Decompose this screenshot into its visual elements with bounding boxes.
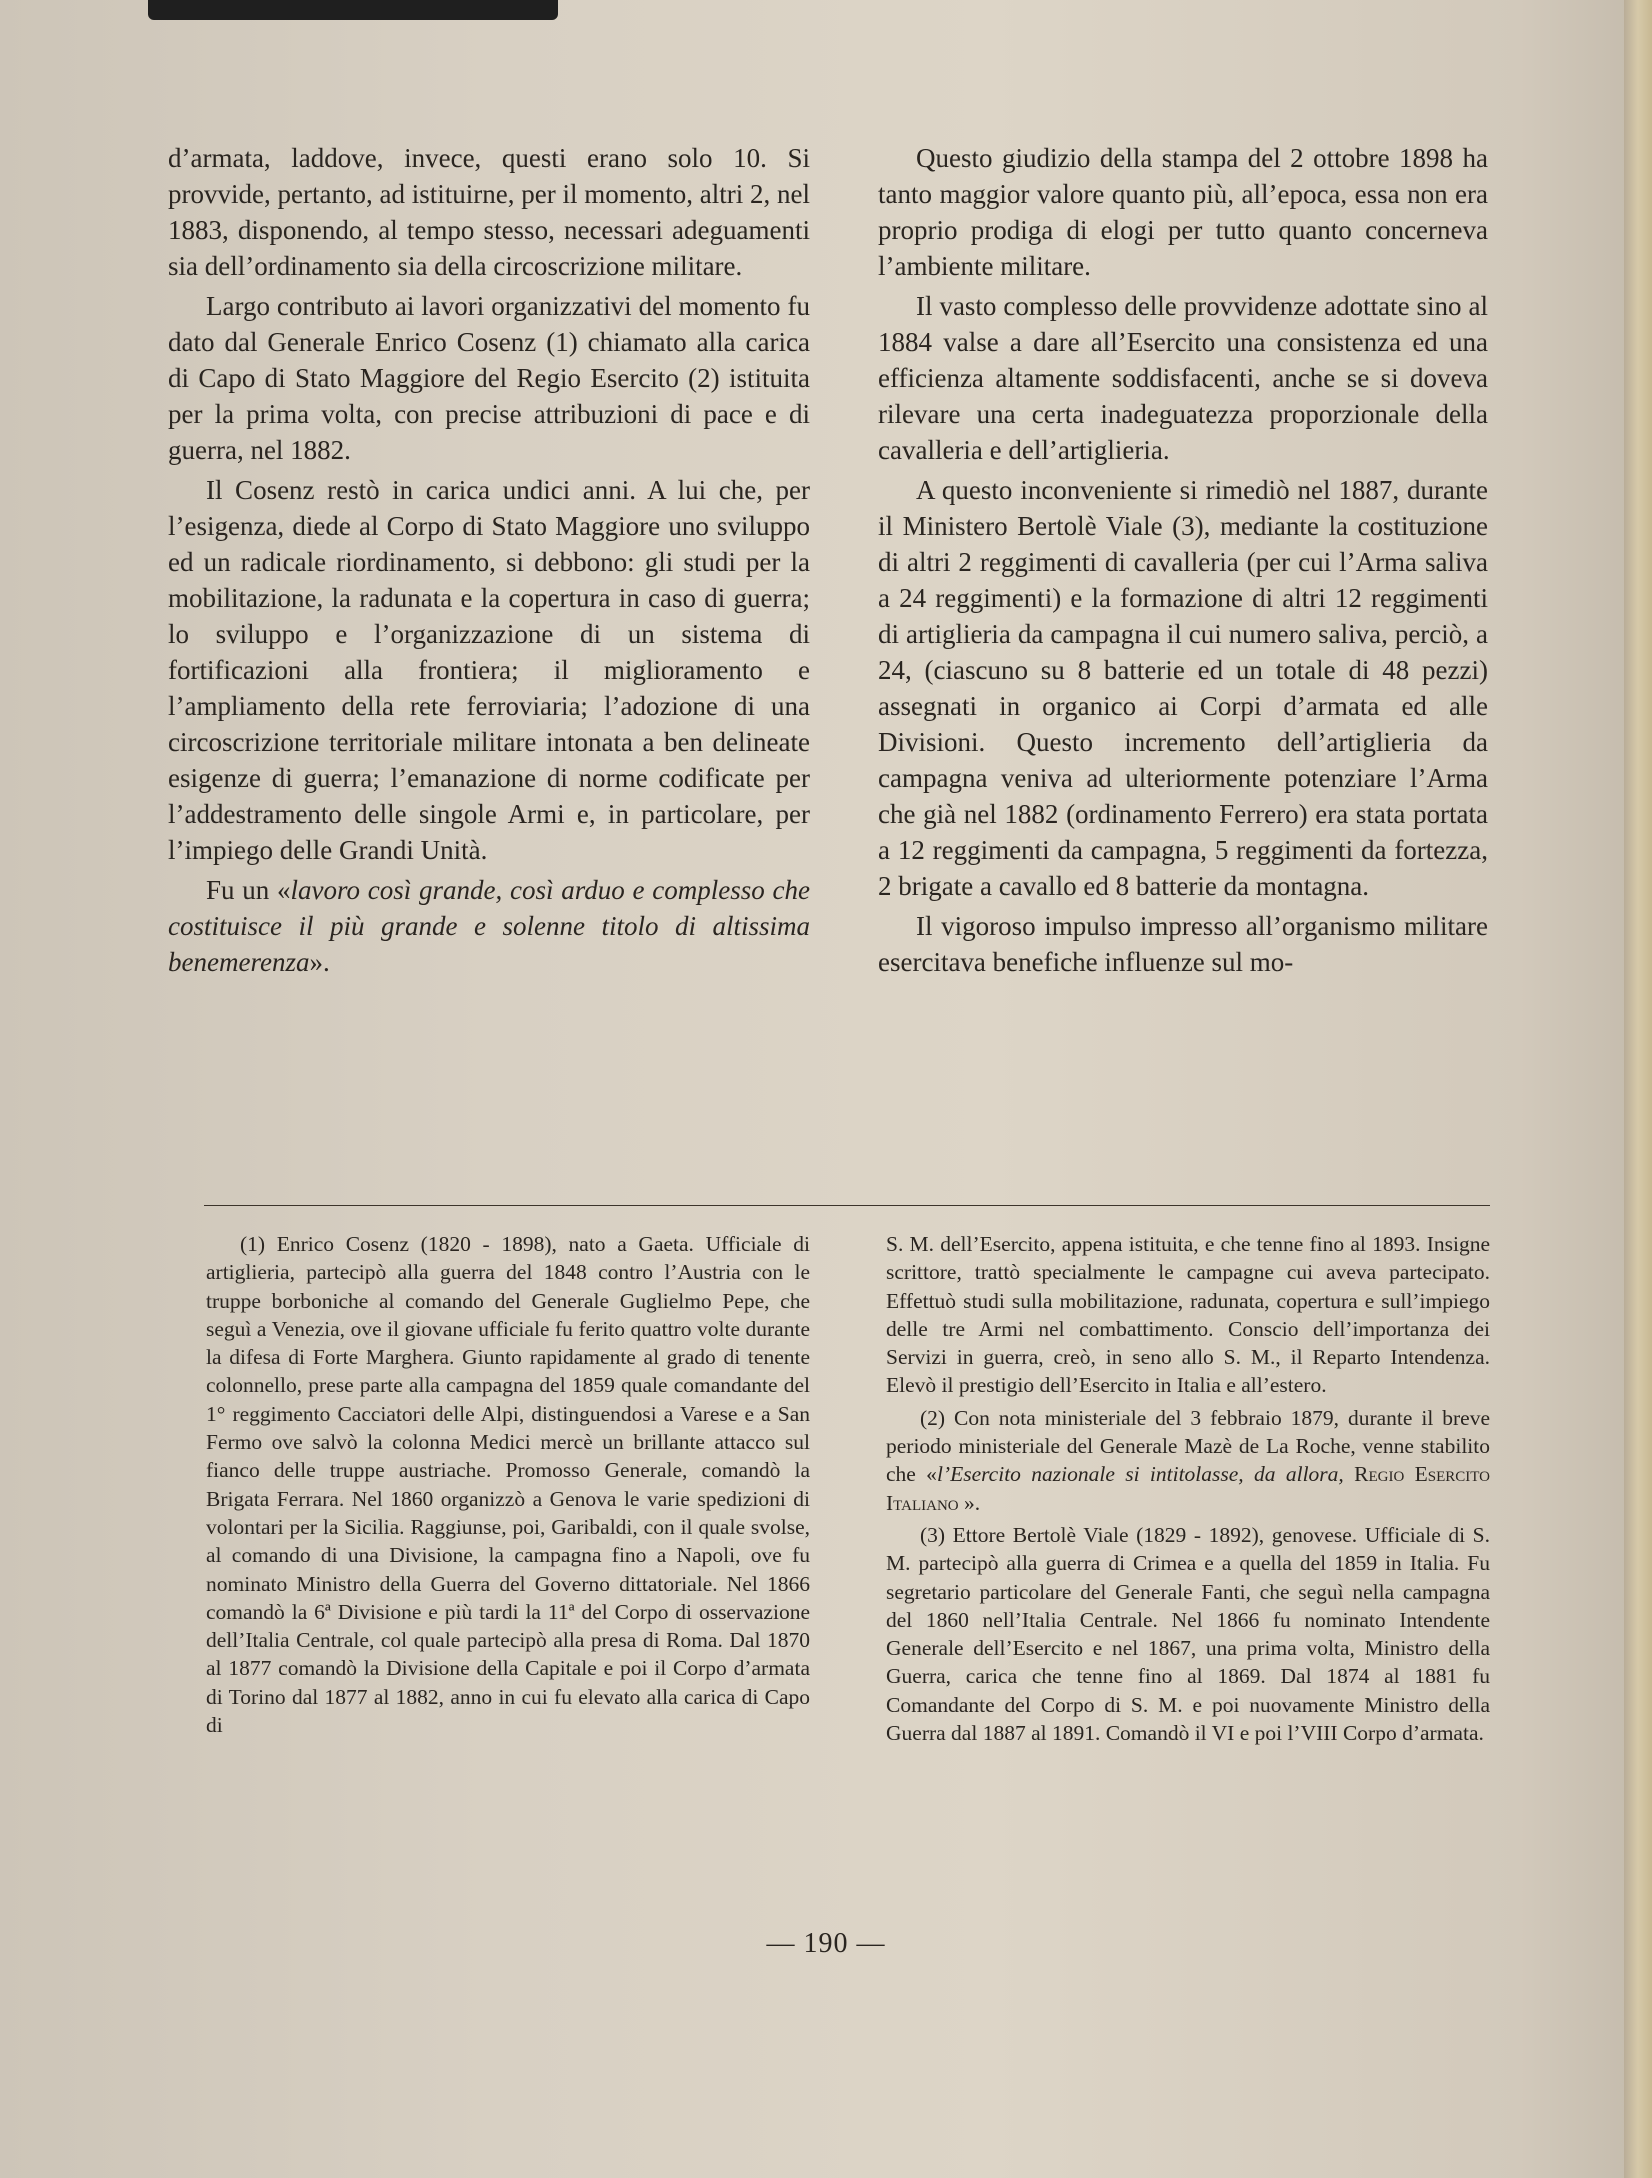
quote-intro: Fu un « bbox=[206, 875, 291, 905]
body-paragraph: A questo inconveniente si rimediò nel 1887, durante il Ministero Bertolè Viale (3), mediante la costituzione di altri 2 reggimenti di cavalleria (per cui l’Arma saliva a 24 reggimenti) e la formazione di altri 12 reggimenti di artiglieria da campagna il cui numero saliva, perciò, a 24, (ciascuno su 8 batterie ed un totale di 48 pezzi) assegnati in organico ai Corpi d’armata ed alle Divisioni. Questo incremento dell’artiglieria da campagna veniva ad ulteriormente potenziare l’Arma che già nel 1882 (ordinamento Ferrero) era stata portata a 12 reggimenti da campagna, 5 reggimenti da fortezza, 2 brigate a cavallo ed 8 batterie da montagna. bbox=[878, 475, 1488, 901]
footnotes-column-left bbox=[206, 1230, 810, 1743]
binder-tab bbox=[148, 0, 558, 20]
body-paragraph: Il vasto complesso delle provvidenze adottate sino al 1884 valse a dare all’Esercito una consistenza ed una efficienza altamente soddisfacenti, anche se si doveva rilevare una certa inadeguatezza proporzionale della cavalleria e dell’artiglieria. bbox=[878, 291, 1488, 465]
body-column-right bbox=[878, 140, 1488, 980]
body-column-left bbox=[168, 140, 810, 980]
body-paragraph: Questo giudizio della stampa del 2 ottobre 1898 ha tanto maggior valore quanto più, all’epoca, essa non era proprio prodiga di elogi per tutto quanto concerneva l’ambiente militare. bbox=[878, 143, 1488, 281]
quote-text: lavoro così grande, così arduo e complesso che costituisce il più grande e solenne titolo di altissima benemerenza bbox=[168, 875, 810, 977]
quote-close: ». bbox=[309, 947, 330, 977]
body-paragraph: Largo contributo ai lavori organizzativi del momento fu dato dal Generale Enrico Cosenz (1) chiamato alla carica di Capo di Stato Maggiore del Regio Esercito (2) istituita per la prima volta, con precise attribuzioni di pace e di guerra, nel 1882. bbox=[168, 291, 810, 465]
footnote-1-continued: S. M. dell’Esercito, appena istituita, e che tenne fino al 1893. Insigne scrittore, trattò specialmente le campagne cui aveva partecipato. Effettuò studi sulla mobilitazione, radunata, copertura e sull’impiego delle tre Armi nel combattimento. Conscio dell’importanza dei Servizi in guerra, creò, in seno allo S. M., il Reparto Intendenza. Elevò il prestigio dell’Esercito in Italia e all’estero. bbox=[886, 1232, 1490, 1398]
footnote-2-end: ». bbox=[963, 1490, 981, 1515]
footnote-1: (1) Enrico Cosenz (1820 - 1898), nato a Gaeta. Ufficiale di artiglieria, partecipò alla guerra del 1848 contro l’Austria con le truppe borboniche al comando del Generale Guglielmo Pepe, che seguì a Venezia, ove il giovane ufficiale fu ferito quattro volte durante la difesa di Forte Marghera. Giunto rapidamente al grado di tenente colonnello, prese parte alla campagna del 1859 quale comandante del 1° reggimento Cacciatori delle Alpi, distinguendosi a Varese e a San Fermo ove salvò la colonna Medici mercè un brillante attacco sul fianco delle truppe austriache. Promosso Generale, comandò la Brigata Ferrara. Nel 1860 organizzò a Genova le varie spedizioni di volontari per la Sicilia. Raggiunse, poi, Garibaldi, con il quale svolse, al comando di una Divisione, la campagna fino a Napoli, ove fu nominato Ministro della Guerra del Governo dittatoriale. Nel 1866 comandò la 6ª Divisione e più tardi la 11ª del Corpo di osservazione dell’Italia Centrale, col quale partecipò alla presa di Roma. Dal 1870 al 1877 comandò la Divisione della Capitale e poi il Corpo d’armata di Torino dal 1877 al 1882, anno in cui fu elevato alla carica di Capo di bbox=[206, 1232, 810, 1738]
page-edge bbox=[1624, 0, 1652, 2178]
footnote-divider bbox=[204, 1205, 1490, 1206]
page-number: — 190 — bbox=[766, 1928, 886, 1959]
body-paragraph: d’armata, laddove, invece, questi erano solo 10. Si provvide, pertanto, ad istituirne, per il momento, altri 2, nel 1883, disponendo, al tempo stesso, necessari adeguamenti sia dell’ordinamento sia della circoscrizione militare. bbox=[168, 143, 810, 281]
footnote-2-italic: l’Esercito nazionale si intitolasse, da allora, bbox=[936, 1462, 1344, 1487]
footnote-2-text: (2) Con nota ministeriale del 3 febbraio 1879, durante il breve periodo ministeriale del Generale Mazè de La Roche, venne stabilito che « bbox=[886, 1405, 1490, 1487]
footnote-2-smallcaps: Regio Esercito Italiano bbox=[886, 1462, 1491, 1515]
footnotes-column-right bbox=[886, 1230, 1490, 1751]
footnote-2 bbox=[886, 1404, 1490, 1517]
footnote-3: (3) Ettore Bertolè Viale (1829 - 1892), genovese. Ufficiale di S. M. partecipò alla guerra di Crimea e a quella del 1859 in Italia. Fu segretario particolare del Generale Fanti, che seguì nella campagna del 1860 nell’Italia Centrale. Nel 1866 fu nominato Intendente Generale dell’Esercito e nel 1867, una prima volta, Ministro della Guerra, carica che tenne fino al 1869. Dal 1874 al 1881 fu Comandante del Corpo di S. M. e poi nuovamente Ministro della Guerra dal 1887 al 1891. Comandò il VI e poi l’VIII Corpo d’armata. bbox=[886, 1522, 1490, 1746]
quote-paragraph bbox=[168, 872, 810, 980]
body-paragraph: Il Cosenz restò in carica undici anni. A lui che, per l’esigenza, diede al Corpo di Stato Maggiore uno sviluppo ed un radicale riordinamento, si debbono: gli studi per la mobilitazione, la radunata e la copertura in caso di guerra; lo sviluppo e l’organizzazione di un sistema di fortificazioni alla frontiera; il miglioramento e l’ampliamento della rete ferroviaria; l’adozione di una circoscrizione territoriale militare intonata a ben delineate esigenze di guerra; l’emanazione di norme codificate per l’addestramento delle singole Armi e, in particolare, per l’impiego delle Grandi Unità. bbox=[168, 475, 810, 865]
body-paragraph: Il vigoroso impulso impresso all’organismo militare esercitava benefiche influenze sul mo- bbox=[878, 911, 1488, 977]
